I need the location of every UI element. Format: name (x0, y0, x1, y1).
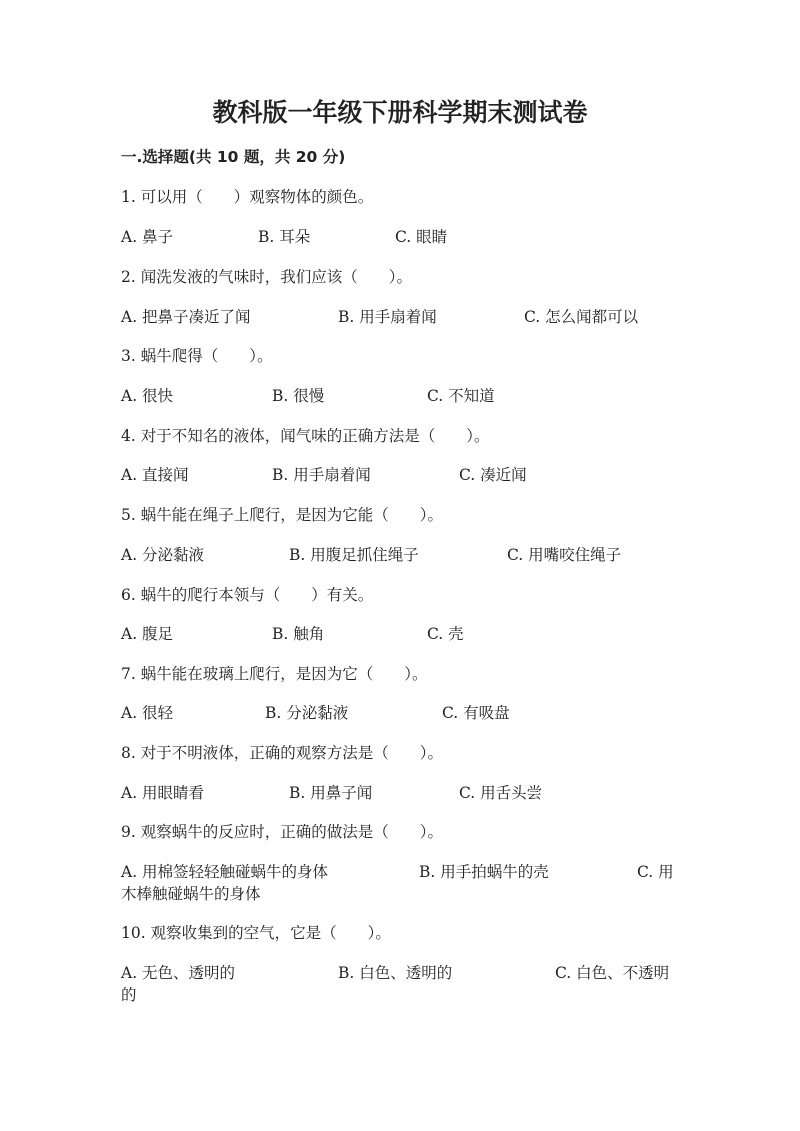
option-b: B. 用腹足抓住绳子 (289, 546, 419, 564)
option-a: A. 分泌黏液 (121, 546, 205, 564)
question-options (121, 702, 681, 724)
question-options (121, 306, 681, 328)
page-title: 教科版一年级下册科学期末测试卷 (212, 98, 588, 127)
question-options (121, 226, 681, 248)
option-c: C. 用舌头尝 (459, 784, 543, 802)
option-a: A. 用棉签轻轻触碰蜗牛的身体 (121, 863, 329, 881)
option-b: B. 用手扇着闻 (338, 308, 437, 326)
option-b: B. 分泌黏液 (265, 704, 349, 722)
question-stem: 2. 闻洗发液的气味时，我们应该（ ）。 (121, 268, 412, 286)
option-a: A. 很轻 (121, 704, 174, 722)
option-c-continued: 木棒触碰蜗牛的身体 (121, 885, 261, 903)
option-c: C. 不知道 (427, 387, 495, 405)
option-c-continued: 的 (121, 986, 137, 1004)
option-c: C. 凑近闻 (459, 466, 527, 484)
option-c: C. 怎么闻都可以 (524, 308, 639, 326)
option-a: A. 鼻子 (121, 228, 174, 246)
question-stem: 6. 蜗牛的爬行本领与（ ）有关。 (121, 586, 374, 604)
question-options (121, 861, 681, 905)
option-b: B. 白色、透明的 (338, 964, 453, 982)
option-a: A. 把鼻子凑近了闻 (121, 308, 251, 326)
option-c: C. 用 (637, 863, 674, 881)
question-stem: 10. 观察收集到的空气，它是（ ）。 (121, 924, 391, 942)
question-options (121, 544, 681, 566)
option-b: B. 用手拍蜗牛的壳 (419, 863, 549, 881)
option-c: C. 用嘴咬住绳子 (507, 546, 622, 564)
option-a: A. 无色、透明的 (121, 964, 236, 982)
option-b: B. 触角 (272, 625, 325, 643)
option-b: B. 用鼻子闻 (289, 784, 373, 802)
option-a: A. 直接闻 (121, 466, 189, 484)
question-stem: 8. 对于不明液体，正确的观察方法是（ ）。 (121, 744, 443, 762)
question-stem: 9. 观察蜗牛的反应时，正确的做法是（ ）。 (121, 823, 443, 841)
option-c: C. 眼睛 (395, 228, 448, 246)
question-options (121, 962, 681, 1006)
option-a: A. 腹足 (121, 625, 174, 643)
question-options (121, 623, 681, 645)
option-a: A. 很快 (121, 387, 174, 405)
option-b: B. 很慢 (272, 387, 325, 405)
section-heading: 一.选择题(共 10 题，共 20 分) (121, 148, 346, 166)
question-stem: 7. 蜗牛能在玻璃上爬行，是因为它（ ）。 (121, 665, 428, 683)
question-options (121, 464, 681, 486)
option-b: B. 耳朵 (258, 228, 311, 246)
question-stem: 4. 对于不知名的液体，闻气味的正确方法是（ ）。 (121, 427, 490, 445)
option-c: C. 壳 (427, 625, 464, 643)
question-options (121, 782, 681, 804)
option-c: C. 有吸盘 (442, 704, 510, 722)
option-c: C. 白色、不透明 (555, 964, 670, 982)
option-a: A. 用眼睛看 (121, 784, 205, 802)
question-stem: 3. 蜗牛爬得（ ）。 (121, 347, 273, 365)
option-b: B. 用手扇着闻 (272, 466, 371, 484)
question-options (121, 385, 681, 407)
question-stem: 1. 可以用（ ）观察物体的颜色。 (121, 188, 374, 206)
question-stem: 5. 蜗牛能在绳子上爬行，是因为它能（ ）。 (121, 506, 443, 524)
